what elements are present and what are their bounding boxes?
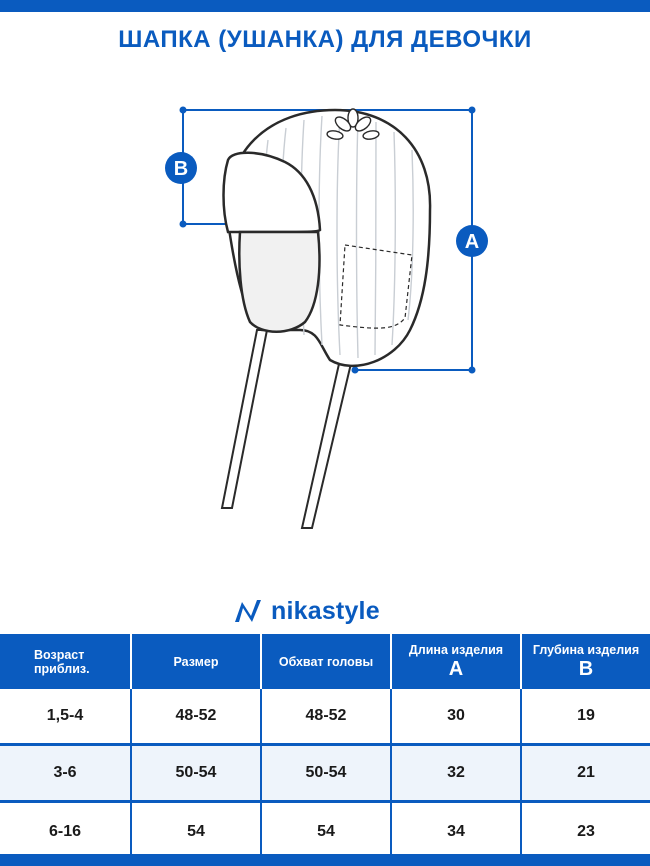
header-length-label: Длина изделия [408,643,504,657]
size-table [0,634,650,861]
svg-text:B: B [173,158,189,180]
header-depth-label: Глубина изделия [532,643,640,657]
cell-size: 54 [131,802,261,862]
bottom-bar [0,854,650,866]
cell-age: 3-6 [0,745,131,802]
cell-depth: 21 [521,745,650,802]
top-bar [0,0,650,12]
badge-b [165,152,197,184]
brand-name: nikastyle [271,596,380,625]
badge-a [456,225,488,257]
table-row [0,802,650,862]
cell-length: 32 [391,745,521,802]
svg-text:A: A [464,231,480,253]
cell-length: 34 [391,802,521,862]
header-size: Размер [131,634,261,689]
cell-head: 50-54 [261,745,391,802]
cell-size: 50-54 [131,745,261,802]
table-header-row [0,634,650,689]
cell-head: 54 [261,802,391,862]
header-age: Возраст приблиз. [0,634,131,689]
hat-diagram [150,95,510,535]
page-title: ШАПКА (УШАНКА) ДЛЯ ДЕВОЧКИ [118,26,532,53]
cell-age: 6-16 [0,802,131,862]
ear-flap [239,232,319,332]
cell-depth: 19 [521,689,650,745]
table-row [0,745,650,802]
header-depth-letter: B [578,658,594,680]
cell-length: 30 [391,689,521,745]
header-head-circumference: Обхват головы [261,634,391,689]
cell-age: 1,5-4 [0,689,131,745]
table-row [0,689,650,745]
cell-depth: 23 [577,823,595,840]
brand-logo [233,594,380,628]
header-length-letter: A [448,658,464,680]
nikastyle-logo-icon [233,598,263,624]
cell-head: 48-52 [261,689,391,745]
cell-size: 48-52 [131,689,261,745]
header-depth [521,634,650,689]
header-length [391,634,521,689]
